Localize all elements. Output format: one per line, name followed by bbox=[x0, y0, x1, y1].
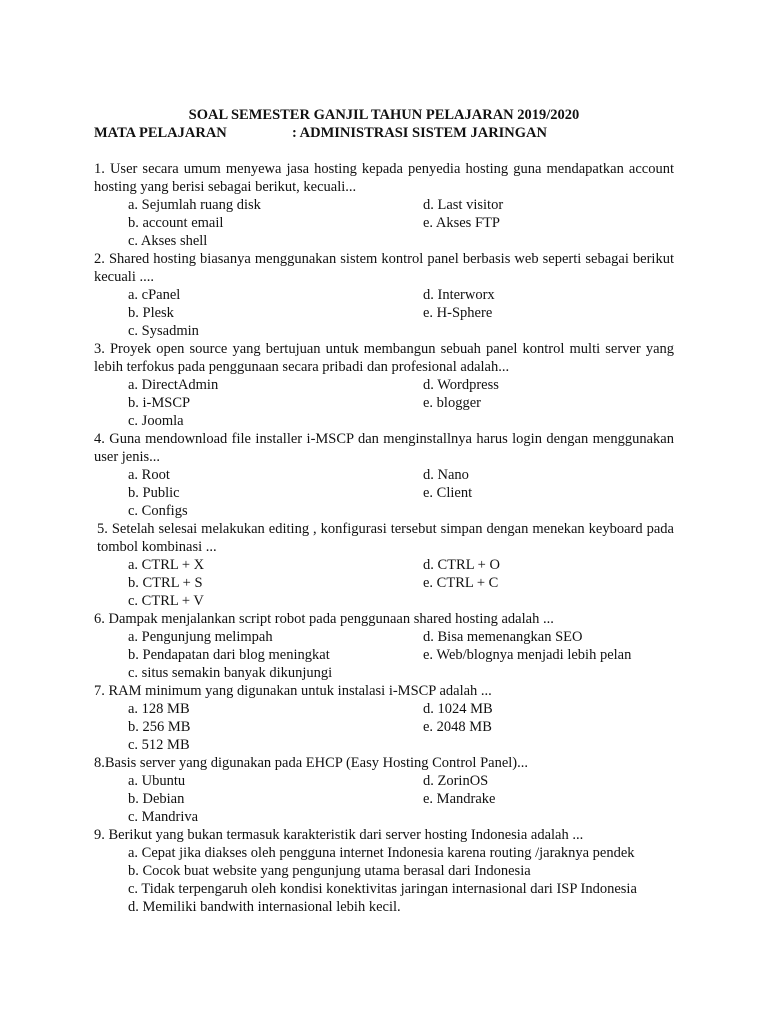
question-8 bbox=[94, 754, 674, 826]
option-e: e. 2048 MB bbox=[423, 719, 492, 735]
option-b: b. Pendapatan dari blog meningkat bbox=[128, 647, 330, 663]
option-e: e. blogger bbox=[423, 395, 481, 411]
option-d: d. Memiliki bandwith internasional lebih kecil. bbox=[128, 899, 401, 915]
option-b: b. 256 MB bbox=[128, 719, 191, 735]
question-text: 7. RAM minimum yang digunakan untuk instalasi i-MSCP adalah ... bbox=[94, 683, 492, 699]
option-a: a. Ubuntu bbox=[128, 773, 186, 789]
option-row bbox=[94, 628, 674, 646]
question-list bbox=[94, 160, 674, 916]
option-e: e. CTRL + C bbox=[423, 575, 499, 591]
option-c: c. Mandriva bbox=[128, 809, 199, 825]
question-text: 2. Shared hosting biasanya menggunakan sistem kontrol panel berbasis web seperti sebagai berikut kecuali .... bbox=[94, 251, 674, 285]
option-d: d. Wordpress bbox=[423, 377, 499, 393]
option-e: e. Web/blognya menjadi lebih pelan bbox=[423, 647, 632, 663]
subject-value: : ADMINISTRASI SISTEM JARINGAN bbox=[292, 125, 548, 141]
subject-label: MATA PELAJARAN bbox=[94, 125, 227, 141]
option-row bbox=[94, 286, 674, 304]
option-row bbox=[94, 196, 674, 214]
option-d: d. Interworx bbox=[423, 287, 495, 303]
option-b: b. account email bbox=[128, 215, 224, 231]
option-e: e. H-Sphere bbox=[423, 305, 493, 321]
option-d: d. CTRL + O bbox=[423, 557, 500, 573]
option-e: e. Mandrake bbox=[423, 791, 496, 807]
option-c: c. Sysadmin bbox=[128, 323, 199, 339]
option-b: b. i-MSCP bbox=[128, 395, 191, 411]
option-a: a. Root bbox=[128, 467, 170, 483]
option-b: b. Plesk bbox=[128, 305, 174, 321]
question-6 bbox=[94, 610, 674, 682]
question-text: 1. User secara umum menyewa jasa hosting kepada penyedia hosting guna mendapatkan account hosting yang berisi sebagai berikut, kecuali... bbox=[94, 161, 674, 195]
option-e: e. Client bbox=[423, 485, 473, 501]
option-c: c. Configs bbox=[128, 503, 188, 519]
question-7 bbox=[94, 682, 674, 754]
question-text: 4. Guna mendownload file installer i-MSCP dan menginstallnya harus login dengan menggunakan user jenis... bbox=[94, 431, 674, 465]
question-text: 3. Proyek open source yang bertujuan untuk membangun sebuah panel kontrol multi server yang lebih terfokus pada penggunaan secara pribadi dan profesional adalah... bbox=[94, 341, 674, 375]
option-c: c. Akses shell bbox=[128, 233, 208, 249]
option-row bbox=[94, 718, 674, 736]
option-d: d. Bisa memenangkan SEO bbox=[423, 629, 583, 645]
option-b: b. Debian bbox=[128, 791, 185, 807]
option-a: a. Sejumlah ruang disk bbox=[128, 197, 261, 213]
option-c: c. 512 MB bbox=[128, 737, 190, 753]
option-row bbox=[94, 574, 674, 592]
question-4 bbox=[94, 430, 674, 520]
option-d: d. Nano bbox=[423, 467, 469, 483]
option-b: b. Cocok buat website yang pengunjung utama berasal dari Indonesia bbox=[128, 863, 531, 879]
option-row bbox=[94, 556, 674, 574]
option-row bbox=[94, 214, 674, 232]
option-a: a. DirectAdmin bbox=[128, 377, 219, 393]
exam-title: SOAL SEMESTER GANJIL TAHUN PELAJARAN 2019/2020 bbox=[188, 107, 580, 123]
option-c: c. Joomla bbox=[128, 413, 184, 429]
option-row bbox=[94, 376, 674, 394]
option-b: b. Public bbox=[128, 485, 180, 501]
question-1 bbox=[94, 160, 674, 250]
question-5 bbox=[94, 520, 674, 610]
option-d: d. 1024 MB bbox=[423, 701, 493, 717]
exam-header bbox=[94, 106, 674, 142]
option-a: a. 128 MB bbox=[128, 701, 190, 717]
question-text: 9. Berikut yang bukan termasuk karakteristik dari server hosting Indonesia adalah ... bbox=[94, 827, 584, 843]
option-a: a. Cepat jika diakses oleh pengguna internet Indonesia karena routing /jaraknya pendek bbox=[128, 845, 635, 861]
option-row bbox=[94, 304, 674, 322]
question-2 bbox=[94, 250, 674, 340]
option-row bbox=[94, 646, 674, 664]
option-d: d. ZorinOS bbox=[423, 773, 489, 789]
option-c: c. situs semakin banyak dikunjungi bbox=[128, 665, 333, 681]
option-row bbox=[94, 790, 674, 808]
question-9 bbox=[94, 826, 674, 916]
option-a: a. CTRL + X bbox=[128, 557, 205, 573]
option-row bbox=[94, 466, 674, 484]
question-3 bbox=[94, 340, 674, 430]
question-text: 6. Dampak menjalankan script robot pada penggunaan shared hosting adalah ... bbox=[94, 611, 554, 627]
option-c: c. CTRL + V bbox=[128, 593, 204, 609]
option-a: a. Pengunjung melimpah bbox=[128, 629, 273, 645]
question-text: 8.Basis server yang digunakan pada EHCP (Easy Hosting Control Panel)... bbox=[94, 755, 528, 771]
option-row bbox=[94, 772, 674, 790]
option-b: b. CTRL + S bbox=[128, 575, 203, 591]
option-row bbox=[94, 394, 674, 412]
option-a: a. cPanel bbox=[128, 287, 181, 303]
subject-line bbox=[94, 124, 674, 142]
option-d: d. Last visitor bbox=[423, 197, 504, 213]
option-row bbox=[94, 700, 674, 718]
option-e: e. Akses FTP bbox=[423, 215, 500, 231]
question-text: 5. Setelah selesai melakukan editing , konfigurasi tersebut simpan dengan menekan keyboard pada tombol kombinasi ... bbox=[97, 521, 674, 555]
option-c: c. Tidak terpengaruh oleh kondisi konektivitas jaringan internasional dari ISP Indonesia bbox=[128, 881, 637, 897]
option-row bbox=[94, 484, 674, 502]
